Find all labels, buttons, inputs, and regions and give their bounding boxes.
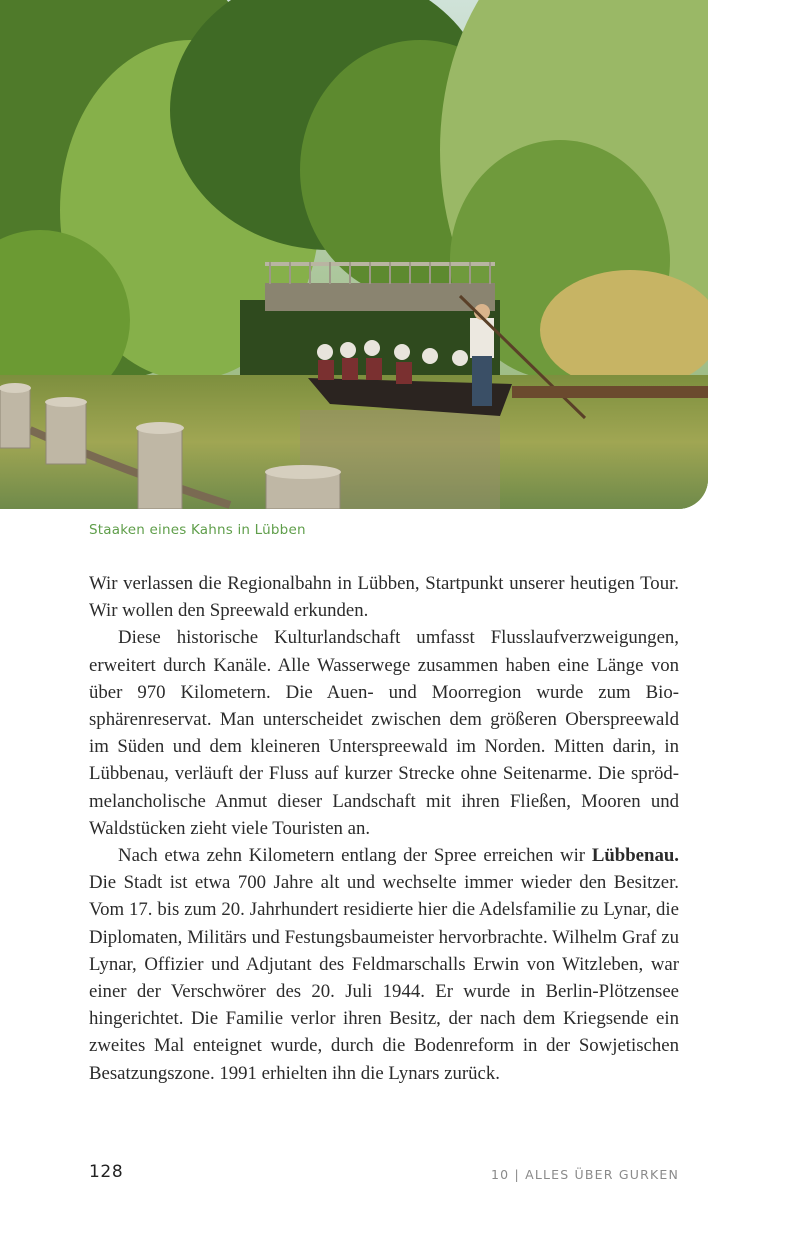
landscape-photo-icon bbox=[0, 0, 708, 509]
running-footer-chapter: 10 | ALLES ÜBER GURKEN bbox=[491, 1167, 679, 1182]
body-text bbox=[89, 570, 679, 1087]
paragraph bbox=[89, 842, 679, 1087]
paragraph: Wir verlassen die Regionalbahn in Lübben, Startpunkt unserer heutigen Tour. Wir wollen den Spreewald erkunden. bbox=[89, 573, 679, 622]
paragraph: Diese historische Kulturlandschaft umfasst Flusslaufverzweigungen, erweitert durch Kanäle. Alle Wasserwege zusammen haben eine Länge von über 970 Kilometern. Die Auen- und Moorregion wurde zum Biosphärenreservat. Man unterscheidet zwischen dem größeren Oberspreewald im Süden und dem kleineren Unterspreewald im Norden. Mitten darin, in Lübbenau, verläuft der Fluss auf kurzer Strecke ohne Seitenarme. Die spröd-melancholische Anmut dieser Landschaft mit ihren Fließen, Mooren und Waldstücken zieht viele Touristen an. bbox=[89, 627, 679, 839]
page-number: 128 bbox=[89, 1162, 124, 1182]
paragraph-text: Nach etwa zehn Kilometern entlang der Spree erreichen wir bbox=[118, 845, 592, 867]
place-name-emphasis: Lübbenau. bbox=[591, 845, 679, 867]
photo-caption: Staaken eines Kahns in Lübben bbox=[89, 522, 306, 538]
photo-spreewald-boat bbox=[0, 0, 708, 509]
paragraph-text: Die Stadt ist etwa 700 Jahre alt und wechselte immer wieder den Besitzer. Vom 17. bis zum 20. Jahrhundert residierte hier die Adelsfamilie zu Lynar, die Diplomaten, Militärs und Festungsbaumeister hervorbrachte. Wilhelm Graf zu Lynar, Offizier und Adjutant des Feldmarschalls Erwin von Witzleben, war einer der Verschwörer des 20. Juli 1944. Er wurde in Berlin-Plötzensee hingerichtet. Die Familie verlor ihren Besitz, der nach dem Kriegsende ein zweites Mal enteignet wurde, durch die Bodenreform in der Sowjetischen Besatzungszone. 1991 erhielten ihn die Lynars zurück. bbox=[89, 872, 679, 1084]
